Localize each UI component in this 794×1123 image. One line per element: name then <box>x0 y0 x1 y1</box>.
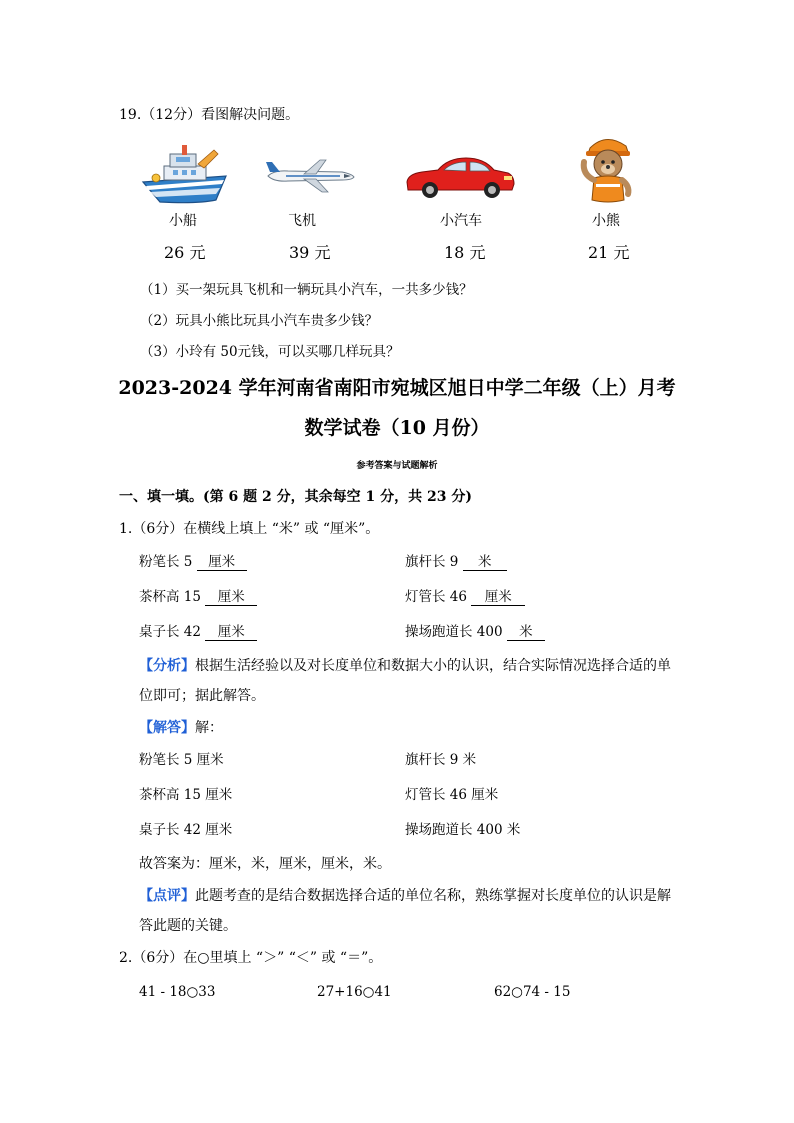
page-title-line2: 数学试卷（10 月份） <box>304 417 490 439</box>
q1-row1-right: 旗杆长 9 米 <box>405 553 507 571</box>
q1-comment-line1: 【点评】此题考查的是结合数据选择合适的单位名称，熟练掌握对长度单位的认识是解 <box>139 888 671 904</box>
item-name-boat: 小船 <box>169 213 197 229</box>
item-name-car: 小汽车 <box>440 213 482 229</box>
q1-row3-right: 操场跑道长 400 米 <box>405 623 545 641</box>
q1-comment-line2: 答此题的关键。 <box>139 918 237 934</box>
item-name-bear: 小熊 <box>592 213 620 229</box>
q19-sub-2: （2）玩具小熊比玩具小汽车贵多少钱？ <box>140 313 379 329</box>
q19-sub-3: （3）小玲有 50元钱，可以买哪几样玩具？ <box>140 344 400 360</box>
item-name-plane: 飞机 <box>288 213 316 229</box>
q1-row2-right: 灯管长 46 厘米 <box>405 588 525 606</box>
item-price-boat: 26 元 <box>164 243 206 262</box>
q1-answer-row1-right: 旗杆长 9 米 <box>405 752 477 768</box>
q1-row2-left: 茶杯高 15 厘米 <box>139 588 257 606</box>
q2-heading: 2.（6分）在○里填上 “＞” “＜” 或 “＝”。 <box>119 950 383 966</box>
q19-sub-1: （1）买一架玩具飞机和一辆玩具小汽车，一共多少钱？ <box>140 282 473 298</box>
q1-answer-row3-right: 操场跑道长 400 米 <box>405 822 521 838</box>
q1-answer-row3-left: 桌子长 42 厘米 <box>139 822 233 838</box>
page-subtitle: 参考答案与试题解析 <box>356 461 438 471</box>
q1-answer-row2-left: 茶杯高 15 厘米 <box>139 787 233 803</box>
toy-car-icon <box>404 154 516 200</box>
toy-boat-icon <box>138 142 233 206</box>
q1-row1-left: 粉笔长 5 厘米 <box>139 553 247 571</box>
item-price-car: 18 元 <box>444 243 486 262</box>
q1-heading: 1.（6分）在横线上填上 “米” 或 “厘米”。 <box>119 521 380 537</box>
page-title-line1: 2023-2024 学年河南省南阳市宛城区旭日中学二年级（上）月考 <box>118 377 676 399</box>
q1-analysis-line2: 位即可；据此解答。 <box>139 688 265 704</box>
q2-item-2: 27+16○41 <box>317 984 392 1000</box>
q1-answer-row2-right: 灯管长 46 厘米 <box>405 787 499 803</box>
q2-item-1: 41 - 18○33 <box>139 984 216 1000</box>
q1-row3-left: 桌子长 42 厘米 <box>139 623 257 641</box>
q1-answer-row1-left: 粉笔长 5 厘米 <box>139 752 224 768</box>
item-price-bear: 21 元 <box>588 243 630 262</box>
q1-analysis-line1: 【分析】根据生活经验以及对长度单位和数据大小的认识，结合实际情况选择合适的单 <box>139 658 671 674</box>
section-heading: 一、填一填。(第 6 题 2 分，其余每空 1 分，共 23 分) <box>119 489 472 505</box>
q2-item-3: 62○74 - 15 <box>494 984 571 1000</box>
item-price-plane: 39 元 <box>289 243 331 262</box>
q1-final-answer: 故答案为：厘米，米，厘米，厘米，米。 <box>139 856 391 872</box>
q19-heading: 19.（12分）看图解决问题。 <box>119 107 300 123</box>
toy-bear-icon <box>578 134 636 206</box>
toy-airplane-icon <box>264 158 356 194</box>
q1-answer-lead: 【解答】解： <box>139 720 223 736</box>
